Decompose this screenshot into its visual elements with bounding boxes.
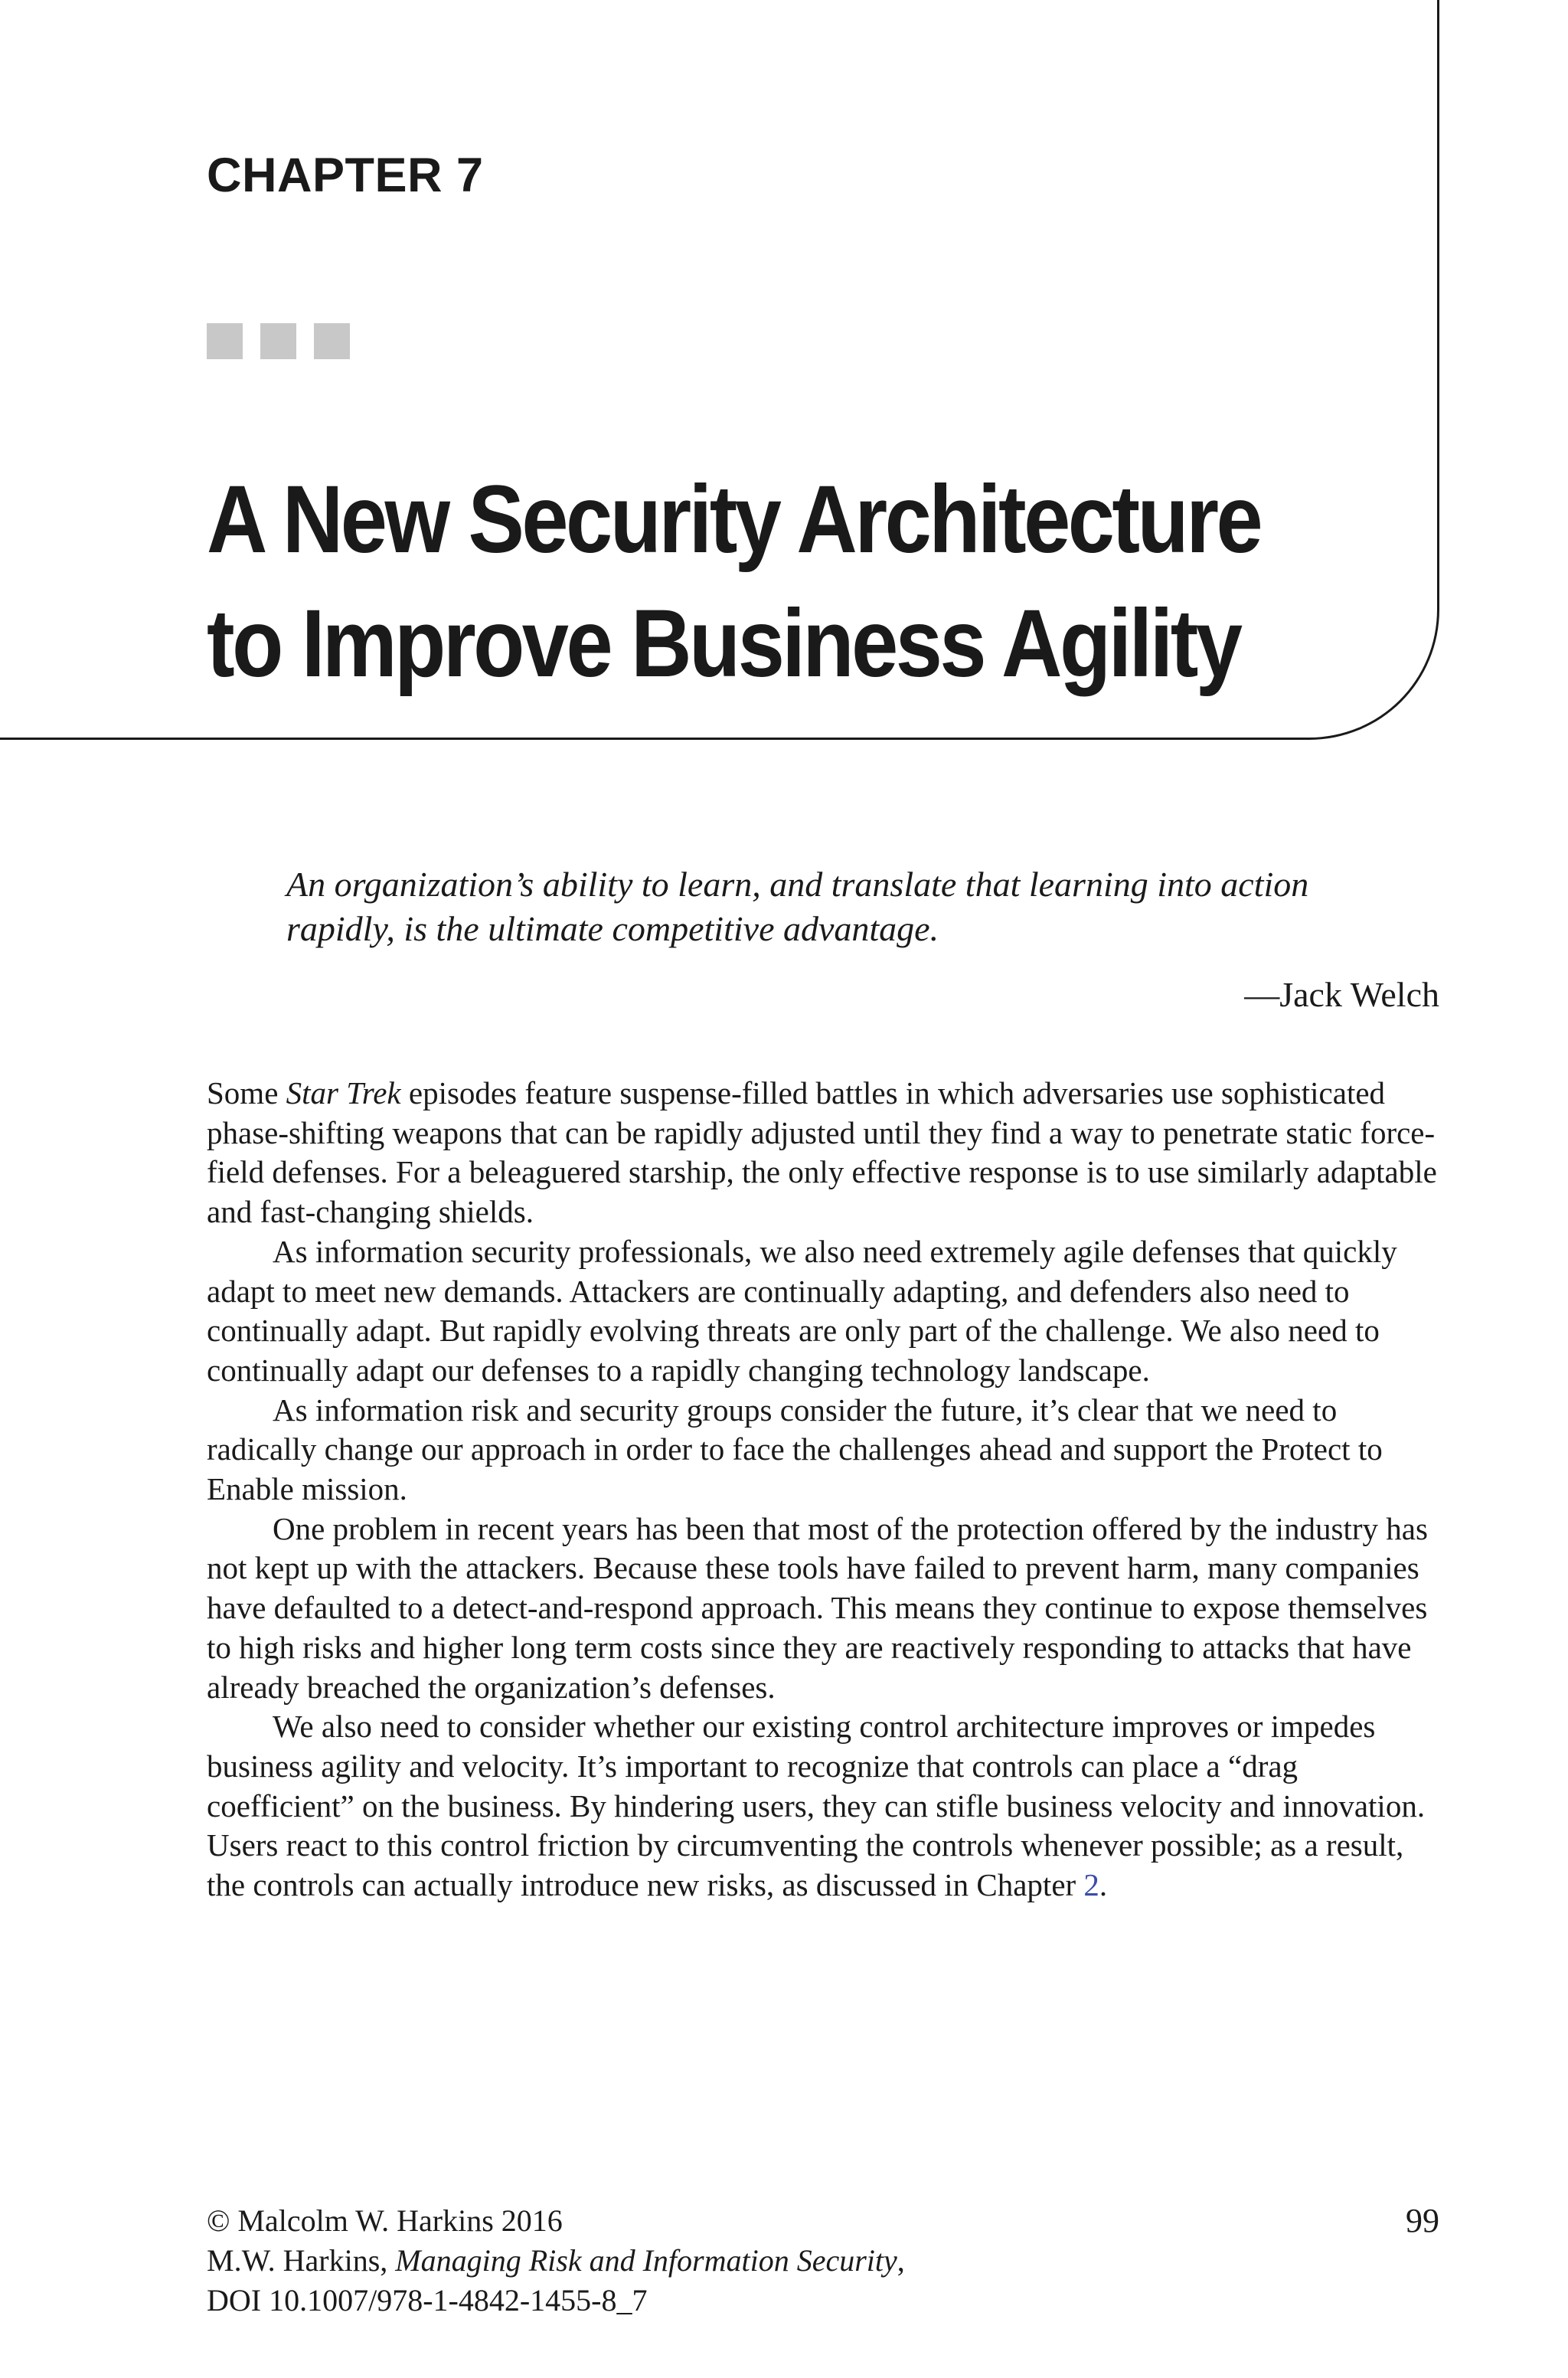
chapter-title-line-1: A New Security Architecture	[207, 466, 1261, 573]
copyright-block	[207, 2201, 1202, 2321]
paragraph-3: As information risk and security groups consider the future, it’s clear that we need to radically change our approach in order to face the challenges ahead and support the Protect to Enable mission.	[207, 1392, 1383, 1507]
paragraph-1-start: Some	[207, 1075, 286, 1110]
paragraph-1-rest: episodes feature suspense-filled battles in which adversaries use sophisticated phase-shifting weapons that can be rapidly adjusted until they find a way to penetrate static force-field defenses. For a beleaguered starship, the only effective response is to use similarly adaptable and fast-changing shields.	[207, 1075, 1437, 1230]
ornament-square	[207, 323, 243, 359]
epigraph-line-1: An organization’s ability to learn, and translate that learning into action	[286, 865, 1309, 904]
epigraph-attribution: —Jack Welch	[1244, 975, 1439, 1014]
chapter-title-line-2: to Improve Business Agility	[207, 590, 1240, 697]
paragraph-5-end: .	[1099, 1867, 1108, 1903]
paragraph-5	[207, 1707, 1447, 1905]
doi-line: DOI 10.1007/978-1-4842-1455-8_7	[207, 2283, 648, 2317]
citation-comma: ,	[897, 2243, 905, 2278]
citation-author: M.W. Harkins,	[207, 2243, 396, 2278]
paragraph-5-text: We also need to consider whether our existing control architecture improves or impedes business agility and velocity. It’s important to recognize that controls can place a “drag coefficient” on the business. By hindering users, they can stifle business velocity and innovation. Users react to this control friction by circumventing the controls whenever possible; as a result, the controls can actually introduce new risks, as discussed in Chapter	[207, 1709, 1426, 1903]
epigraph-quote	[286, 862, 1450, 951]
chapter-ornament	[207, 323, 350, 359]
paragraph-1	[207, 1074, 1447, 1232]
paragraph-4: One problem in recent years has been that most of the protection offered by the industry has not kept up with the attackers. Because these tools have failed to prevent harm, many companies have defaulted to a detect-and-respond approach. This means they continue to expose themselves to high risks and higher long term costs since they are reactively responding to attacks that have already breached the organization’s defenses.	[207, 1510, 1428, 1705]
ornament-square	[314, 323, 350, 359]
page-number: 99	[1406, 2202, 1439, 2239]
citation-book-title: Managing Risk and Information Security	[395, 2243, 897, 2278]
ornament-square	[260, 323, 296, 359]
paragraph-2: As information security professionals, we also need extremely agile defenses that quickly adapt to meet new demands. Attackers are continually adapting, and defenders also need to continually adapt. But rapidly evolving threats are only part of the challenge. We also need to continually adapt our defenses to a rapidly changing technology landscape.	[207, 1233, 1397, 1388]
body-text	[207, 1074, 1447, 1905]
chapter-label: CHAPTER 7	[207, 149, 484, 202]
chapter-title	[207, 458, 1260, 706]
copyright-line: © Malcolm W. Harkins 2016	[207, 2203, 563, 2238]
epigraph-line-2: rapidly, is the ultimate competitive advantage.	[286, 909, 939, 948]
star-trek-title: Star Trek	[286, 1075, 401, 1110]
chapter-2-link[interactable]: 2	[1083, 1867, 1099, 1903]
citation-line	[207, 2241, 1202, 2281]
